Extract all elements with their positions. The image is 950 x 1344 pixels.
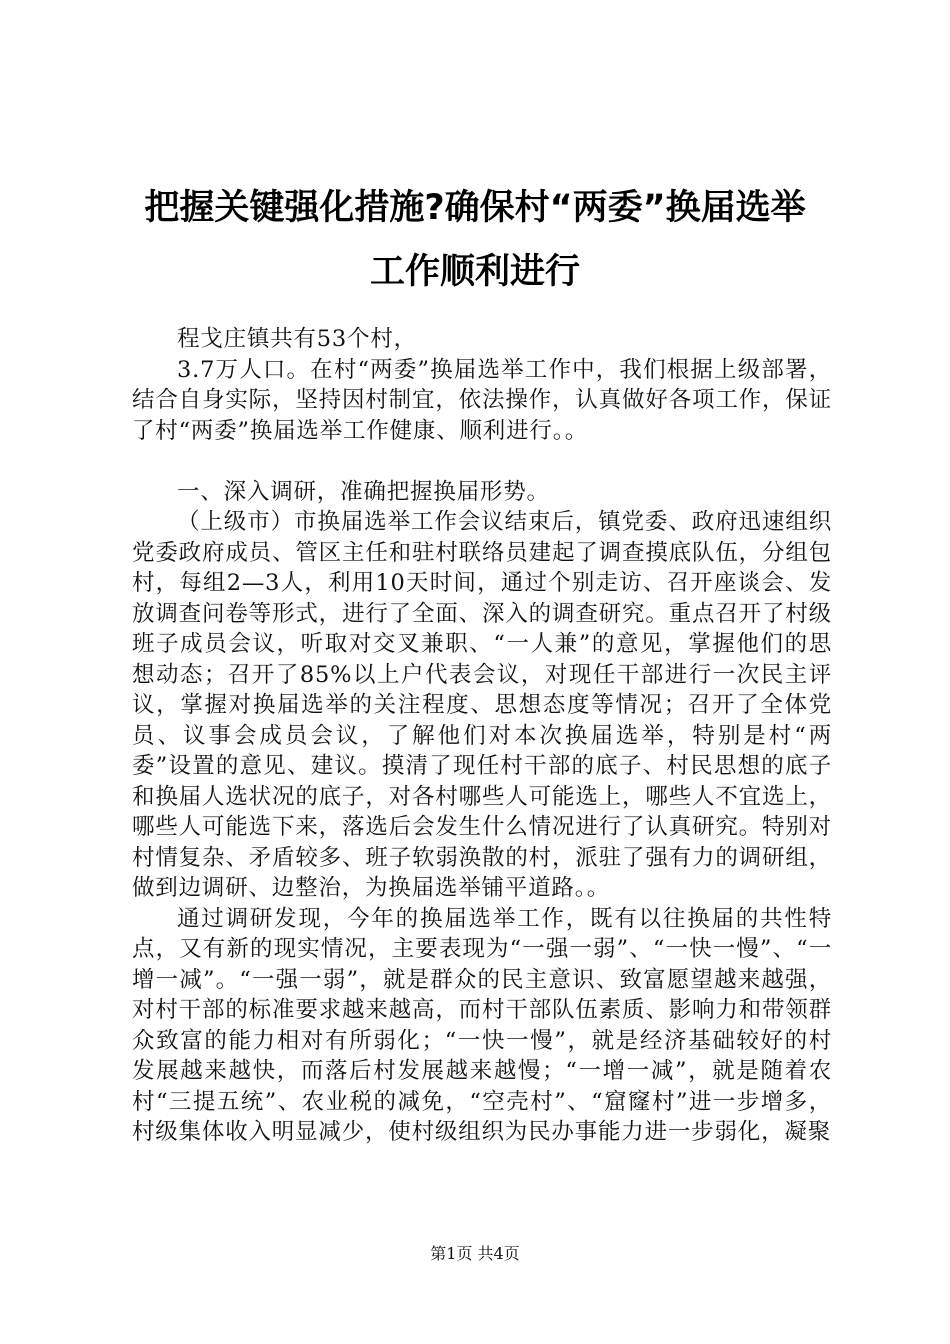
document-title-line-2: 工作顺利进行 [369,252,580,292]
paragraph-intro: 程戈庄镇共有53个村， [177,326,417,352]
document-title-line-1: 把握关键强化措施?确保村“两委”换届选举 [144,188,806,228]
paragraph-summary: 3.7万人口。在村“两委”换届选举工作中，我们根据上级部署，结合自身实际，坚持因村制宜，依法操作，认真做好各项工作，保证了村“两委”换届选举工作健康、顺利进行。。 [132,356,832,444]
page-footer: 第1页 共4页 [430,1244,520,1263]
paragraph-findings: 通过调研发现，今年的换届选举工作，既有以往换届的共性特点，又有新的现实情况，主要表现为“一强一弱”、“一快一慢”、“一增一减”。“一强一弱”，就是群众的民主意识、致富愿望越来越强，对村干部的标准要求越来越高，而村干部队伍素质、影响力和带领群众致富的能力相对有所弱化；“一快一慢”，就是经济基础较好的村发展越来越快，而落后村发展越来越慢；“一增一减”，就是随着农村“三提五统”、农业税的减免，“空壳村”、“窟窿村”进一步增多，村级集体收入明显减少，使村级组织为民办事能力进一步弱化，凝聚 [132,905,832,1145]
document-body [132,324,832,1148]
section-heading-1: 一、深入调研，准确把握换届形势。 [177,478,550,505]
paragraph-research: （上级市）市换届选举工作会议结束后，镇党委、政府迅速组织党委政府成员、管区主任和驻村联络员建起了调查摸底队伍，分组包村，每组2—3人，利用10天时间，通过个别走访、召开座谈会、发放调查问卷等形式，进行了全面、深入的调查研究。重点召开了村级班子成员会议，听取对交叉兼职、“一人兼”的意见，掌握他们的思想动态；召开了85%以上户代表会议，对现任干部进行一次民主评议，掌握对换届选举的关注程度、思想态度等情况；召开了全体党员、议事会成员会议，了解他们对本次换届选举，特别是村“两委”设置的意见、建议。摸清了现任村干部的底子、村民思想的底子和换届人选状况的底子，对各村哪些人可能选上，哪些人不宜选上，哪些人可能选下来，落选后会发生什么情况进行了认真研究。特别对村情复杂、矛盾较多、班子软弱涣散的村，派驻了强有力的调研组，做到边调研、边整治，为换届选举铺平道路。。 [132,509,832,901]
